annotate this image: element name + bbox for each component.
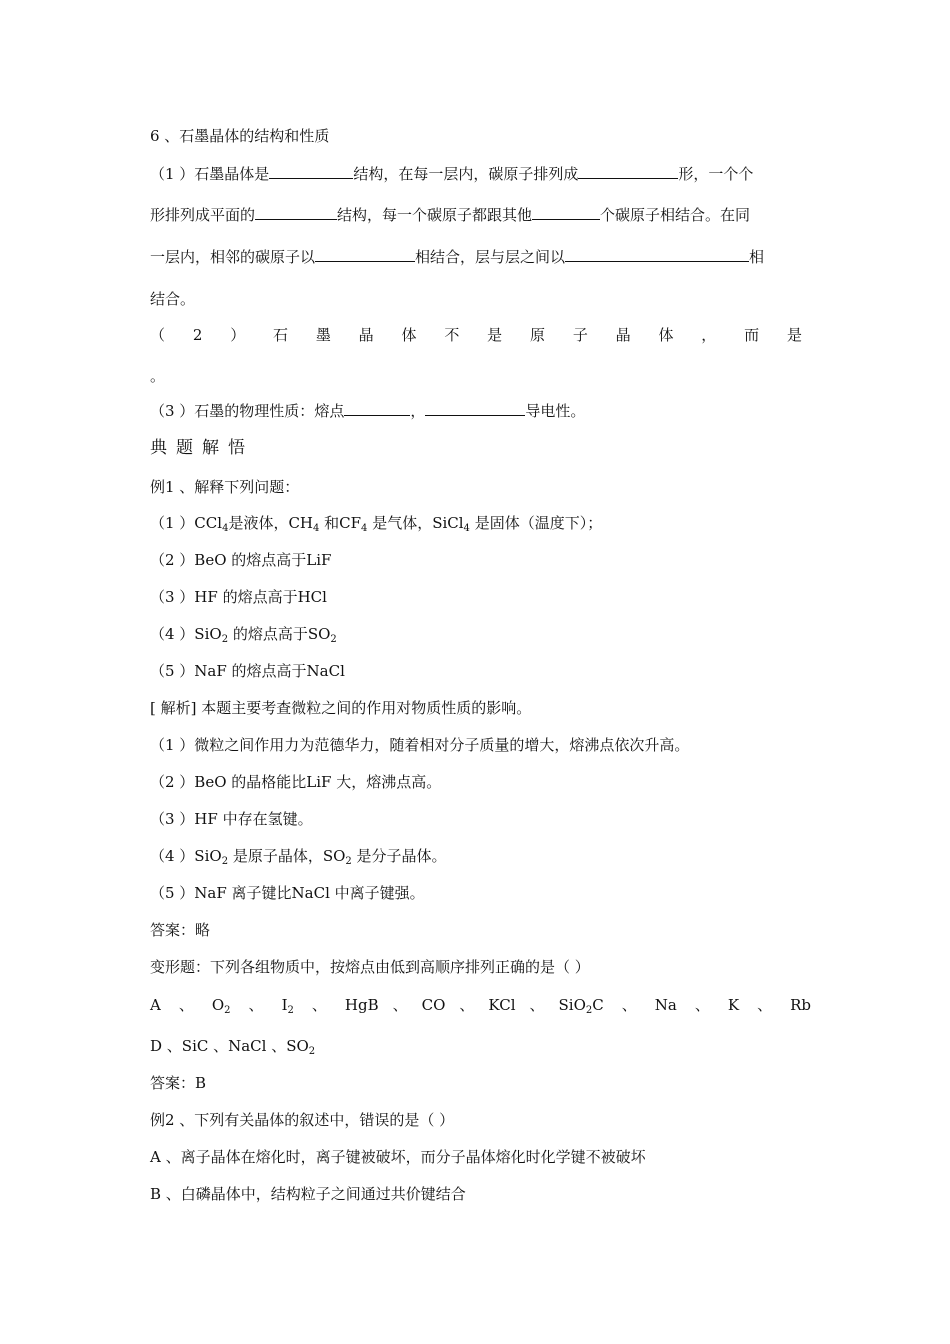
example-1-question-4: （4 ）SiO$_2$ 的熔点高于$SO_2$ [150,625,337,645]
example-1-answer-2: （2 ）BeO 的晶格能比LiF 大，熔沸点高。 [150,773,442,791]
example-1-question-2: （2 ）BeO 的熔点高于LiF [150,551,332,569]
example-1-question-3: （3 ）HF 的熔点高于HCl [150,588,327,606]
section-6-item-3: （3 ）石墨的物理性质：熔点 ， 导电性。 [150,402,586,420]
variant-answer: 答案：B [150,1074,207,1092]
section-6-item-1-line-3: 一层内，相邻的碳原子以 相结合，层与层之间以 相 [150,248,765,266]
example-1-title: 例1 、解释下列问题： [150,478,300,496]
example-1-final-answer: 答案：略 [150,921,211,939]
answer-blank[interactable] [255,205,337,220]
answer-blank[interactable] [565,247,749,262]
example-2-option-a[interactable]: A 、离子晶体在熔化时，离子键被破坏，而分子晶体熔化时化学键不被破坏 [150,1148,646,1166]
answer-blank[interactable] [269,164,353,179]
option-a[interactable]: A 、 $O_2$ 、 $I_2$ 、 Hg [150,996,368,1016]
example-2-option-b[interactable]: B 、白磷晶体中，结构粒子之间通过共价键结合 [150,1185,466,1203]
example-1-answer-5: （5 ）NaF 离子键比NaCl 中离子键强。 [150,884,425,902]
section-6-item-1-line-1: （1 ）石墨晶体是 结构，在每一层内，碳原子排列成 形，一个个 [150,165,754,183]
example-1-question-1: （1 ）CCl$_4$是液体，$CH_4$ 和$CF_4$ 是气体，SiCl$_4$ 是固体（温度下）； [150,514,603,534]
example-1-answer-4: （4 ）SiO$_2$ 是原子晶体，$SO_2$ 是分子晶体。 [150,847,447,867]
example-1-answer-3: （3 ）HF 中存在氢键。 [150,810,313,828]
variant-question: 变形题：下列各组物质中，按熔点由低到高顺序排列正确的是（ ） [150,958,590,976]
answer-blank[interactable] [315,247,415,262]
section-6-item-2: （ 2 ） 石 墨 晶 体 不 是 原 子 晶 体 ， 而 是 [150,326,802,344]
example-1-analysis: [ 解析] 本题主要考查微粒之间的作用对物质性质的影响。 [150,699,532,717]
example-2-title: 例2 、下列有关晶体的叙述中，错误的是（ ） [150,1111,455,1129]
section-6-title: 6 、石墨晶体的结构和性质 [150,127,330,145]
example-1-answer-1: （1 ）微粒之间作用力为范德华力，随着相对分子质量的增大，熔沸点依次升高。 [150,736,690,754]
option-d[interactable]: D 、SiC 、NaCl 、$SO_2$ [150,1037,316,1057]
answer-blank[interactable] [578,164,678,179]
example-1-question-5: （5 ）NaF 的熔点高于NaCl [150,662,345,680]
answer-blank[interactable] [425,401,525,416]
section-heading: 典题解悟 [150,438,254,458]
section-6-item-2-end: 。 [150,367,166,385]
option-b[interactable]: B 、 CO 、 KCl 、 SiO$_2$ [367,996,593,1016]
section-6-item-1-line-2: 形排列成平面的 结构，每一个碳原子都跟其他 个碳原子相结合。在同 [150,206,751,224]
answer-blank[interactable] [344,401,410,416]
option-c[interactable]: C 、 Na 、 K 、 Rb [592,996,811,1014]
section-6-item-1-line-4: 结合。 [150,290,196,308]
answer-blank[interactable] [532,205,600,220]
variant-options-abc [150,995,811,1016]
